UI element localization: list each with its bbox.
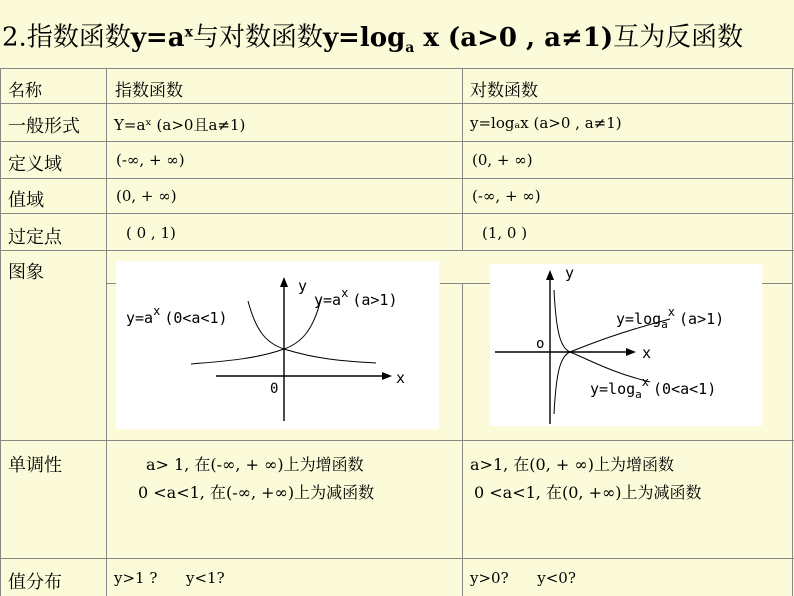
log-graph-y-label: y — [565, 264, 575, 282]
exp-graph — [116, 261, 439, 429]
log-point: (1, 0 ) — [482, 224, 528, 242]
exp-mono-decreasing: 0 <a<1, 在(-∞, +∞)上为减函数 — [138, 483, 375, 502]
log-graph-x-label: x — [642, 344, 652, 362]
row-label-form: 一般形式 — [8, 116, 80, 137]
exp-graph-y-label: y — [298, 277, 308, 295]
title-part: 指数函数 — [26, 22, 131, 53]
title-number: 2. — [2, 22, 27, 53]
log-form: y=logₐx (a>0 , a≠1) — [470, 114, 622, 132]
slide-title — [2, 10, 794, 58]
exp-dist: y>1 ? y<1? — [114, 569, 225, 587]
log-mono-increasing: a>1, 在(0, + ∞)上为增函数 — [470, 455, 674, 474]
log-mono-decreasing: 0 <a<1, 在(0, +∞)上为减函数 — [474, 483, 702, 502]
table-line — [440, 283, 490, 284]
row-label-point: 过定点 — [8, 227, 62, 248]
log-domain: (0, + ∞) — [472, 151, 533, 169]
log-graph — [490, 264, 762, 426]
log-dist: y>0? y<0? — [470, 569, 576, 587]
title-part: 与对数函数 — [192, 22, 323, 53]
table-line — [0, 178, 794, 179]
exp-range: (0, + ∞) — [116, 187, 177, 205]
row-label-mono: 单调性 — [8, 455, 62, 476]
title-part: 互为反函数 — [613, 22, 744, 53]
header-exp: 指数函数 — [115, 81, 183, 101]
exp-form: Y=aˣ (a>0且a≠1) — [114, 116, 246, 134]
comparison-table — [0, 68, 794, 596]
exp-graph-x-label: x — [396, 369, 406, 387]
log-graph-label-bottom: $y=\log_a^x$ (0<a<1) — [590, 375, 717, 401]
table-line — [762, 283, 792, 284]
exp-domain: (-∞, + ∞) — [116, 151, 185, 169]
table-line — [0, 558, 794, 559]
log-graph-origin: o — [536, 336, 545, 352]
table-line — [0, 68, 1, 596]
row-label-range: 值域 — [8, 190, 44, 211]
table-line — [0, 68, 794, 69]
exp-point: ( 0 , 1) — [126, 224, 176, 242]
table-line — [0, 440, 794, 441]
table-line — [106, 283, 116, 284]
exp-graph-label-right: $y=a^x$ (a>1) — [314, 286, 398, 309]
exp-mono-increasing: a> 1, 在(-∞, + ∞)上为增函数 — [146, 455, 364, 474]
table-line — [0, 103, 794, 104]
exp-graph-label-left: $y=a^x$ (0<a<1) — [126, 304, 228, 327]
table-line — [0, 213, 794, 214]
header-name: 名称 — [8, 81, 42, 101]
exp-graph-origin: 0 — [270, 381, 279, 397]
row-label-dist: 值分布 — [8, 572, 62, 593]
table-line — [106, 68, 107, 596]
row-label-domain: 定义域 — [8, 154, 62, 175]
table-line — [462, 283, 463, 596]
title-log-formula: $y=\log_a$ x (a>0 , a≠1) — [322, 22, 614, 56]
log-range: (-∞, + ∞) — [472, 187, 541, 205]
table-line — [462, 68, 463, 250]
log-graph-label-top: $y=\log_a^x$ (a>1) — [616, 305, 725, 331]
table-line — [792, 68, 793, 596]
table-line — [0, 250, 794, 251]
table-line — [0, 141, 794, 142]
row-label-graph: 图象 — [8, 262, 44, 283]
header-log: 对数函数 — [470, 81, 538, 101]
title-exp-formula: $y=a^x$ — [130, 22, 193, 53]
